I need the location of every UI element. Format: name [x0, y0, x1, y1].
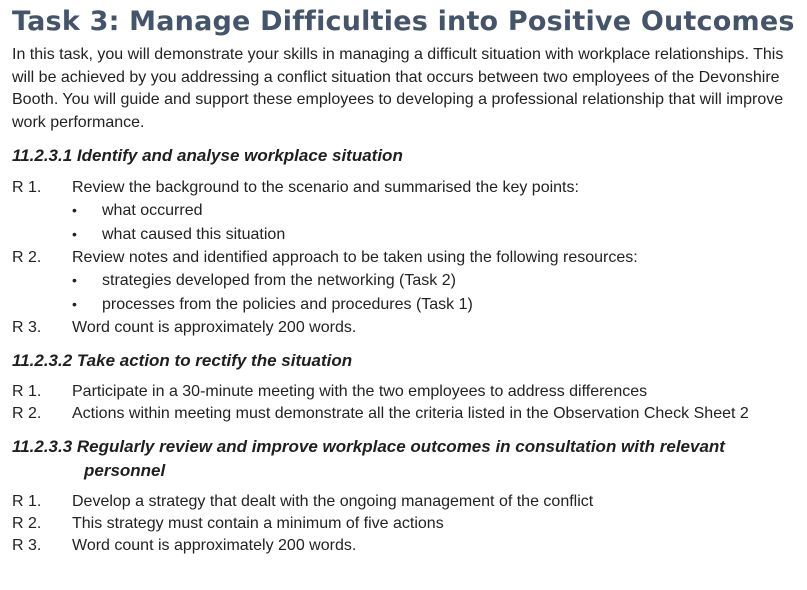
- requirement-item: [12, 381, 795, 403]
- requirement-item: [12, 491, 795, 513]
- intro-paragraph: In this task, you will demonstrate your skills in managing a difficult situation with workplace relationships. This will be achieved by you addressing a conflict situation that occurs between two employees of the Devonshire Booth. You will guide and support these employees to developing a professional relationship that will improve work performance.: [12, 46, 784, 131]
- requirement-text: Participate in a 30-minute meeting with the two employees to address differences: [72, 383, 648, 401]
- requirement-number: R 1.: [12, 383, 42, 401]
- requirement-number: R 2.: [12, 405, 42, 423]
- requirement-number: R 1.: [12, 493, 42, 511]
- bullet-item: [72, 199, 795, 223]
- section-heading-3: 11.2.3.3 Regularly review and improve workplace outcomes in consultation with relevant personnel: [12, 437, 725, 481]
- requirement-number: R 1.: [12, 179, 42, 197]
- requirement-item: [12, 176, 795, 199]
- section-heading-1: 11.2.3.1 Identify and analyse workplace situation: [12, 146, 403, 166]
- bullet-text: what caused this situation: [102, 225, 286, 243]
- requirement-item: [12, 535, 795, 557]
- bullet-icon: •: [72, 225, 77, 242]
- requirement-text: Develop a strategy that dealt with the ongoing management of the conflict: [72, 493, 594, 511]
- requirement-text: Review notes and identified approach to be taken using the following resources:: [72, 249, 638, 267]
- requirement-text: Word count is approximately 200 words.: [72, 319, 357, 337]
- bullet-icon: •: [72, 202, 77, 219]
- section-heading-2: 11.2.3.2 Take action to rectify the situation: [12, 351, 353, 371]
- requirement-item: [12, 513, 795, 535]
- task-title: Task 3: Manage Difficulties into Positive Outcomes: [12, 6, 795, 37]
- requirements-list-3: [12, 491, 795, 557]
- bullet-icon: •: [72, 272, 77, 289]
- bullet-list: [12, 269, 795, 316]
- bullet-icon: •: [72, 295, 77, 312]
- bullet-list: [12, 199, 795, 246]
- requirements-list-2: [12, 381, 795, 425]
- requirement-text: Actions within meeting must demonstrate all the criteria listed in the Observation Check Sheet 2: [72, 405, 749, 423]
- bullet-item: [72, 269, 795, 293]
- bullet-item: [72, 223, 795, 247]
- bullet-item: [72, 293, 795, 317]
- requirement-item: [12, 246, 795, 269]
- requirement-number: R 2.: [12, 249, 42, 267]
- requirement-text: This strategy must contain a minimum of five actions: [72, 515, 444, 533]
- bullet-text: processes from the policies and procedures (Task 1): [102, 295, 473, 313]
- requirements-list-1: [12, 176, 795, 339]
- requirement-number: R 3.: [12, 537, 42, 555]
- requirement-text: Review the background to the scenario and summarised the key points:: [72, 179, 579, 197]
- bullet-text: strategies developed from the networking (Task 2): [102, 272, 456, 290]
- requirement-number: R 3.: [12, 319, 42, 337]
- requirement-text: Word count is approximately 200 words.: [72, 537, 357, 555]
- requirement-item: [12, 403, 795, 425]
- requirement-item: [12, 316, 795, 339]
- bullet-text: what occurred: [102, 202, 203, 220]
- requirement-number: R 2.: [12, 515, 42, 533]
